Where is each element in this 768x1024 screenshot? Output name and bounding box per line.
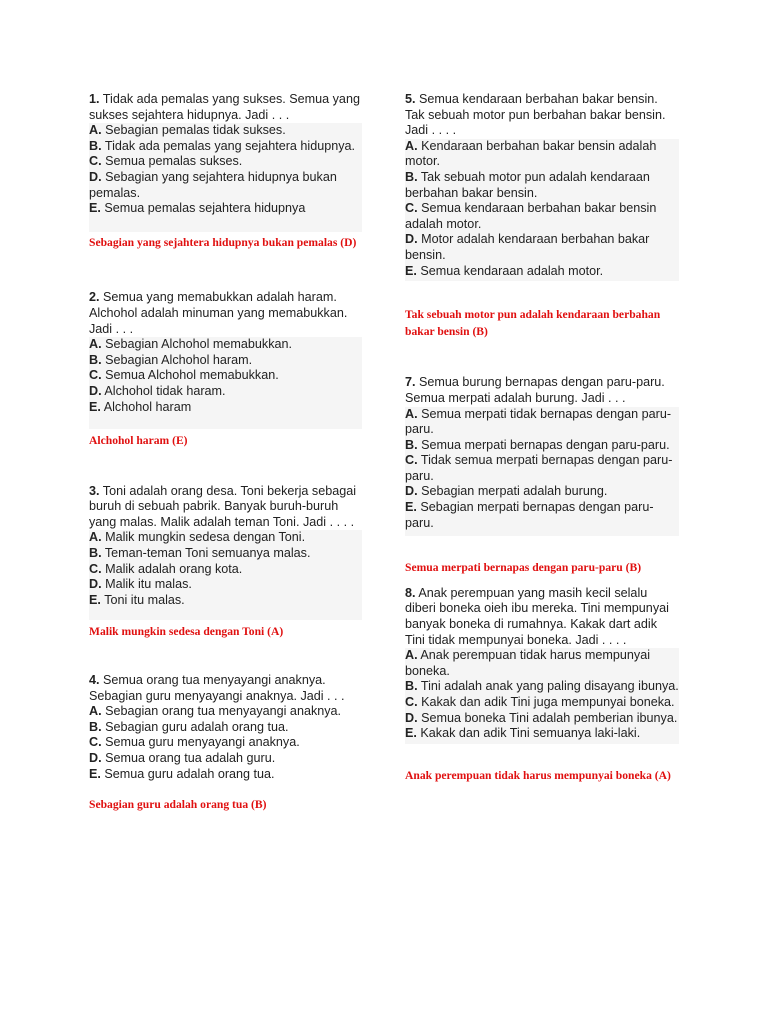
option-text: Sebagian merpati adalah burung.	[421, 484, 608, 499]
option-letter: C.	[89, 368, 102, 383]
option-b	[405, 170, 679, 201]
option-text: Semua kendaraan adalah motor.	[420, 263, 604, 278]
question-number: 1.	[89, 92, 100, 106]
option-letter: C.	[405, 695, 418, 709]
option-letter: C.	[89, 154, 102, 169]
option-d	[89, 751, 362, 767]
option-b	[89, 139, 362, 155]
option-letter: A.	[89, 123, 102, 138]
option-letter: E.	[405, 726, 417, 741]
question-text	[89, 484, 362, 531]
option-letter: D.	[89, 751, 102, 765]
option-letter: A.	[89, 704, 102, 719]
option-list	[405, 139, 679, 281]
question-stem: Anak perempuan yang masih kecil selalu diberi boneka oieh ibu mereka. Tini mempunyai banyak boneka di rumahnya. Kakak dart adik Tini tidak mempunyai boneka. Jadi . . . .	[405, 585, 669, 647]
option-text: Alchohol haram	[103, 399, 192, 414]
question-text	[405, 92, 679, 139]
option-text: Sebagian orang tua menyayangi anaknya.	[105, 704, 342, 719]
option-letter: E.	[89, 201, 101, 216]
option-letter: A.	[405, 648, 418, 663]
option-text: Alchohol tidak haram.	[104, 383, 226, 398]
option-c	[89, 154, 362, 170]
option-letter: C.	[405, 201, 418, 216]
question-block	[405, 586, 679, 785]
answer-text: Anak perempuan tidak harus mempunyai boneka (A)	[405, 768, 671, 782]
option-list	[89, 530, 362, 620]
option-text: Semua orang tua adalah guru.	[105, 751, 276, 765]
question-number: 2.	[89, 290, 100, 305]
option-d	[89, 577, 362, 593]
option-text: Tidak ada pemalas yang sejahtera hidupnya.	[104, 138, 356, 153]
option-text: Semua boneka Tini adalah pemberian ibunya.	[421, 710, 678, 725]
right-column	[405, 90, 679, 784]
question-block	[89, 290, 362, 449]
question-stem: Semua burung bernapas dengan paru-paru. Semua merpati adalah burung. Jadi . . .	[405, 375, 665, 405]
option-c	[89, 368, 362, 384]
option-letter: E.	[89, 592, 101, 607]
option-letter: B.	[89, 138, 102, 153]
option-a	[405, 648, 679, 679]
option-letter: A.	[89, 530, 102, 545]
question-text	[89, 290, 362, 337]
option-text: Anak perempuan tidak harus mempunyai boneka.	[405, 648, 651, 678]
left-column	[89, 90, 362, 814]
option-text: Malik itu malas.	[105, 577, 192, 592]
option-letter: A.	[405, 138, 418, 153]
option-a	[89, 530, 362, 546]
option-list	[89, 337, 362, 429]
option-text: Semua kendaraan berbahan bakar bensin adalah motor.	[405, 201, 657, 231]
option-b	[89, 546, 362, 562]
option-text: Malik adalah orang kota.	[105, 561, 243, 576]
option-b	[89, 353, 362, 369]
option-text: Semua pemalas sukses.	[105, 154, 243, 169]
option-text: Motor adalah kendaraan berbahan bakar bensin.	[405, 232, 650, 262]
question-stem: Semua yang memabukkan adalah haram. Alchohol adalah minuman yang memabukkan. Jadi . . .	[89, 290, 348, 336]
option-list	[405, 407, 679, 537]
option-text: Semua guru adalah orang tua.	[104, 766, 275, 781]
option-e	[89, 593, 362, 619]
question-text	[89, 673, 362, 704]
option-list	[405, 648, 679, 744]
answer-text: Sebagian yang sejahtera hidupnya bukan pemalas (D)	[89, 235, 357, 249]
option-letter: D.	[89, 577, 102, 592]
option-text: Semua merpati tidak bernapas dengan paru-paru.	[405, 406, 672, 437]
option-c	[405, 453, 679, 484]
option-text: Semua Alchohol memabukkan.	[105, 368, 279, 383]
question-stem: Semua kendaraan berbahan bakar bensin. Tak sebuah motor pun berbahan bakar bensin. Jadi . . . .	[405, 92, 666, 138]
option-letter: A.	[89, 337, 102, 352]
option-e	[89, 767, 362, 783]
question-text	[89, 92, 362, 123]
question-stem: Toni adalah orang desa. Toni bekerja sebagai buruh di sebuah pabrik. Banyak buruh-buruh yang malas. Malik adalah teman Toni. Jadi . . . .	[89, 483, 357, 529]
option-d	[405, 711, 679, 727]
question-number: 3.	[89, 483, 100, 498]
option-text: Toni itu malas.	[104, 592, 185, 607]
question-block	[89, 673, 362, 814]
answer-text: Tak sebuah motor pun adalah kendaraan berbahan bakar bensin (B)	[405, 308, 661, 338]
option-e	[405, 264, 679, 280]
option-a	[89, 337, 362, 353]
option-letter: C.	[89, 735, 102, 750]
option-d	[405, 484, 679, 500]
option-letter: B.	[89, 719, 102, 734]
option-e	[405, 726, 679, 742]
option-text: Kakak dan adik Tini semuanya laki-laki.	[420, 726, 641, 741]
option-letter: D.	[405, 484, 418, 499]
option-text: Sebagian pemalas tidak sukses.	[105, 123, 286, 138]
option-letter: B.	[405, 679, 418, 694]
option-a	[89, 704, 362, 720]
question-block	[405, 375, 679, 577]
option-c	[405, 695, 679, 711]
option-text: Sebagian merpati bernapas dengan paru-paru.	[405, 500, 654, 530]
question-block	[89, 92, 362, 251]
option-text: Tidak semua merpati bernapas dengan paru-paru.	[405, 453, 673, 483]
answer-text: Semua merpati bernapas dengan paru-paru (B)	[405, 561, 642, 575]
question-block	[405, 92, 679, 340]
option-d	[89, 170, 362, 201]
option-b	[405, 438, 679, 454]
option-letter: C.	[89, 561, 102, 576]
option-e	[405, 500, 679, 534]
option-text: Tak sebuah motor pun adalah kendaraan berbahan bakar bensin.	[405, 169, 650, 200]
option-a	[405, 407, 679, 438]
option-letter: B.	[89, 352, 102, 367]
option-text: Sebagian yang sejahtera hidupnya bukan pemalas.	[89, 169, 337, 200]
option-d	[405, 232, 679, 263]
question-stem: Tidak ada pemalas yang sukses. Semua yang sukses sejahtera hidupnya. Jadi . . .	[89, 92, 360, 122]
option-text: Kakak dan adik Tini juga mempunyai boneka.	[421, 695, 675, 709]
option-letter: B.	[405, 169, 418, 184]
option-text: Sebagian Alchohol haram.	[105, 352, 253, 367]
question-number: 5.	[405, 92, 416, 106]
option-c	[89, 735, 362, 751]
option-text: Sebagian guru adalah orang tua.	[105, 719, 289, 734]
option-letter: A.	[405, 406, 418, 421]
option-letter: D.	[89, 383, 102, 398]
option-e	[89, 400, 362, 428]
option-text: Sebagian Alchohol memabukkan.	[105, 337, 293, 352]
option-letter: D.	[405, 710, 418, 725]
answer-text: Malik mungkin sedesa dengan Toni (A)	[89, 625, 284, 639]
question-number: 8.	[405, 585, 416, 600]
question-number: 7.	[405, 375, 416, 390]
option-letter: E.	[405, 263, 417, 278]
option-letter: B.	[89, 546, 102, 561]
option-c	[405, 201, 679, 232]
option-letter: D.	[89, 169, 102, 184]
option-letter: E.	[89, 766, 101, 781]
option-b	[405, 679, 679, 695]
option-list	[89, 704, 362, 782]
option-letter: E.	[405, 500, 417, 515]
option-text: Teman-teman Toni semuanya malas.	[104, 546, 311, 561]
option-b	[89, 720, 362, 736]
question-stem: Semua orang tua menyayangi anaknya. Sebagian guru menyayangi anaknya. Jadi . . .	[89, 673, 345, 703]
option-letter: B.	[405, 437, 418, 452]
option-letter: E.	[89, 399, 101, 414]
option-text: Semua pemalas sejahtera hidupnya	[104, 201, 306, 216]
option-text: Semua guru menyayangi anaknya.	[105, 735, 300, 750]
option-e	[89, 201, 362, 230]
option-c	[89, 562, 362, 578]
option-letter: C.	[405, 453, 418, 468]
option-a	[405, 139, 679, 170]
option-d	[89, 384, 362, 400]
option-list	[89, 123, 362, 232]
option-text: Kendaraan berbahan bakar bensin adalah motor.	[405, 138, 657, 169]
option-a	[89, 123, 362, 139]
question-text	[405, 586, 679, 648]
option-text: Malik mungkin sedesa dengan Toni.	[105, 530, 306, 545]
option-letter: D.	[405, 232, 418, 247]
answer-text: Sebagian guru adalah orang tua (B)	[89, 798, 267, 812]
question-number: 4.	[89, 673, 100, 688]
answer-text: Alchohol haram (E)	[89, 434, 188, 448]
option-text: Semua merpati bernapas dengan paru-paru.	[421, 437, 670, 452]
question-block	[89, 484, 362, 641]
question-text	[405, 375, 679, 406]
option-text: Tini adalah anak yang paling disayang ibunya.	[420, 679, 679, 694]
